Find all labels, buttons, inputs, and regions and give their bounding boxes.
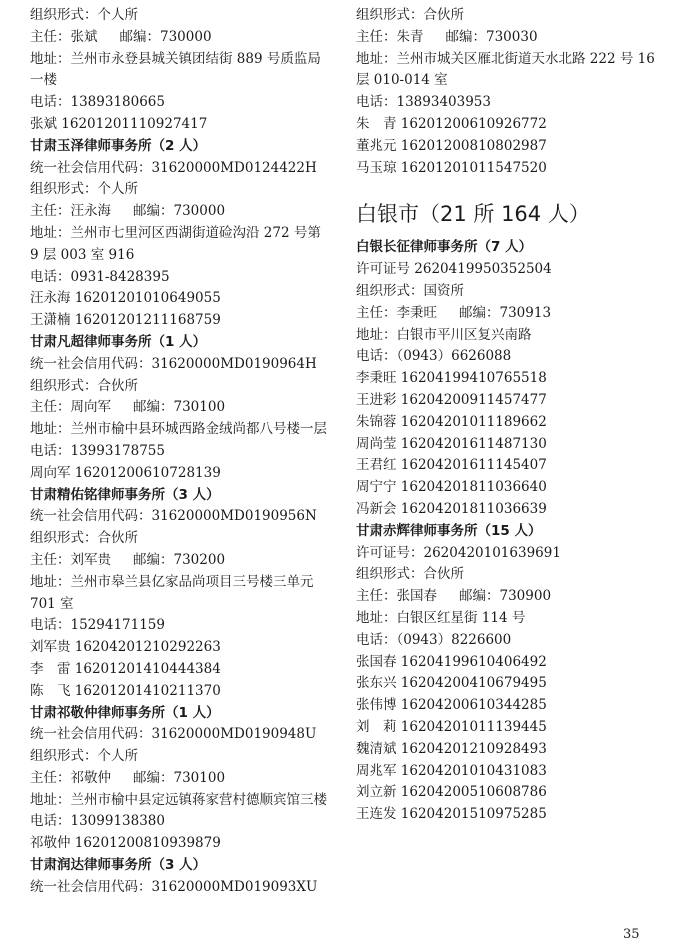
entry-line: 周兆军 16204201010431083 bbox=[356, 762, 547, 779]
entry-line: 电话：13993178755 bbox=[30, 442, 165, 459]
entry-line: 朱锦蓉 16204201011189662 bbox=[356, 413, 547, 430]
postcode: 邮编：730000 bbox=[133, 203, 226, 220]
entry-line: 电话：（0943）6626088 bbox=[356, 348, 512, 365]
entry-line: 电话：15294171159 bbox=[30, 617, 165, 634]
entry-line: 统一社会信用代码：31620000MD019093XU bbox=[30, 878, 318, 895]
director-postcode-line bbox=[356, 27, 656, 49]
entry-line: 周尚莹 16204201611487130 bbox=[356, 435, 547, 452]
entry-line: 组织形式：个人所 bbox=[30, 7, 138, 23]
director-postcode-line bbox=[356, 586, 656, 608]
postcode: 邮编：730900 bbox=[459, 588, 552, 605]
right-column bbox=[356, 5, 656, 826]
entry-line: 王君红 16204201611145407 bbox=[356, 457, 547, 474]
entry-line: 电话：13099138380 bbox=[30, 813, 165, 830]
entry-line: 李秉旺 16204199410765518 bbox=[356, 370, 547, 387]
city-heading: 白银市（21 所 164 人） bbox=[356, 202, 590, 227]
entry-line: 刘军贵 16204201210292263 bbox=[30, 639, 221, 656]
postcode: 邮编：730100 bbox=[133, 399, 226, 416]
director-postcode-line bbox=[356, 303, 656, 325]
entry-line: 李 雷 16201201410444384 bbox=[30, 660, 221, 677]
entry-line: 王潇楠 16201201211168759 bbox=[30, 312, 221, 329]
entry-line: 电话：（0943）8226600 bbox=[356, 631, 512, 648]
entry-line: 周宁宁 16204201811036640 bbox=[356, 479, 547, 496]
director-postcode-line bbox=[30, 201, 330, 223]
entry-line: 组织形式：个人所 bbox=[30, 748, 138, 765]
entry-line: 许可证号 2620419950352504 bbox=[356, 261, 552, 278]
entry-line: 王连发 16204201510975285 bbox=[356, 806, 547, 823]
director-name: 主任：周向军 bbox=[30, 399, 111, 416]
entry-line: 张东兴 16204200410679495 bbox=[356, 675, 547, 692]
director-name: 主任：刘军贵 bbox=[30, 551, 111, 568]
director-postcode-line bbox=[30, 27, 330, 49]
law-firm-heading: 甘肃凡超律师事务所（1 人） bbox=[30, 333, 207, 350]
entry-line: 陈 飞 16201201410211370 bbox=[30, 682, 221, 699]
entry-line: 电话：13893180665 bbox=[30, 94, 165, 111]
law-firm-heading: 甘肃玉泽律师事务所（2 人） bbox=[30, 137, 207, 154]
entry-line: 地址：兰州市七里河区西湖街道硷沟沿 272 号第 9 层 003 室 916 bbox=[30, 224, 321, 263]
entry-line: 地址：白银市平川区复兴南路 bbox=[356, 326, 532, 343]
entry-line: 组织形式：合伙所 bbox=[30, 377, 138, 394]
entry-line: 组织形式：个人所 bbox=[30, 181, 138, 198]
postcode: 邮编：730030 bbox=[445, 28, 538, 45]
law-firm-heading: 甘肃赤辉律师事务所（15 人） bbox=[356, 522, 542, 539]
entry-line: 魏清斌 16204201210928493 bbox=[356, 740, 547, 757]
entry-line: 地址：白银区红星街 114 号 bbox=[356, 609, 526, 626]
director-name: 主任：朱青 bbox=[356, 28, 424, 45]
entry-line: 周向军 16201200610728139 bbox=[30, 464, 221, 481]
entry-line: 马玉琼 16201201011547520 bbox=[356, 159, 547, 176]
law-firm-heading: 白银长征律师事务所（7 人） bbox=[356, 239, 533, 256]
law-firm-heading: 甘肃润达律师事务所（3 人） bbox=[30, 857, 207, 874]
entry-line: 电话：0931-8428395 bbox=[30, 268, 170, 285]
director-name: 主任：祁敬仲 bbox=[30, 769, 111, 786]
left-column bbox=[30, 5, 330, 899]
entry-line: 地址：兰州市皋兰县亿家品尚项目三号楼三单元 701 室 bbox=[30, 573, 314, 612]
entry-line: 许可证号：2620420101639691 bbox=[356, 544, 561, 561]
director-name: 主任：汪永海 bbox=[30, 203, 111, 220]
entry-line: 统一社会信用代码：31620000MD0190948U bbox=[30, 726, 317, 743]
entry-line: 汪永海 16201201010649055 bbox=[30, 290, 221, 307]
director-name: 主任：张斌 bbox=[30, 28, 98, 45]
entry-line: 冯新会 16204201811036639 bbox=[356, 500, 547, 517]
director-postcode-line bbox=[30, 768, 330, 790]
entry-line: 组织形式：国资所 bbox=[356, 282, 464, 299]
law-firm-heading: 甘肃精佑铭律师事务所（3 人） bbox=[30, 486, 220, 503]
entry-line: 朱 青 16201200610926772 bbox=[356, 115, 547, 132]
postcode: 邮编：730100 bbox=[133, 769, 226, 786]
entry-line: 刘立新 16204200510608786 bbox=[356, 784, 547, 801]
entry-line: 地址：兰州市城关区雁北街道天水北路 222 号 16 层 010-014 室 bbox=[356, 50, 655, 89]
entry-line: 地址：兰州市永登县城关镇团结街 889 号质监局一楼 bbox=[30, 50, 321, 89]
postcode: 邮编：730000 bbox=[119, 28, 212, 45]
entry-line: 地址：兰州市榆中县定远镇蒋家营村德顺宾馆三楼 bbox=[30, 791, 327, 808]
postcode: 邮编：730913 bbox=[459, 304, 552, 321]
director-postcode-line bbox=[30, 550, 330, 572]
entry-line: 统一社会信用代码：31620000MD0124422H bbox=[30, 159, 317, 176]
entry-line: 王进彩 16204200911457477 bbox=[356, 391, 547, 408]
entry-line: 地址：兰州市榆中县环城西路金绒尚都八号楼一层 bbox=[30, 421, 327, 438]
entry-line: 张斌 16201201110927417 bbox=[30, 115, 208, 132]
director-name: 主任：李秉旺 bbox=[356, 304, 437, 321]
page-number: 35 bbox=[623, 927, 640, 942]
entry-line: 张伟博 16204200610344285 bbox=[356, 697, 547, 714]
entry-line: 刘 莉 16204201011139445 bbox=[356, 718, 547, 735]
entry-line: 组织形式：合伙所 bbox=[356, 7, 464, 23]
entry-line: 组织形式：合伙所 bbox=[356, 566, 464, 583]
entry-line: 统一社会信用代码：31620000MD0190956N bbox=[30, 508, 317, 525]
postcode: 邮编：730200 bbox=[133, 551, 226, 568]
director-name: 主任：张国春 bbox=[356, 588, 437, 605]
entry-line: 组织形式：合伙所 bbox=[30, 530, 138, 547]
law-firm-heading: 甘肃祁敬仲律师事务所（1 人） bbox=[30, 704, 220, 721]
entry-line: 董兆元 16201200810802987 bbox=[356, 137, 547, 154]
entry-line: 电话：13893403953 bbox=[356, 94, 491, 111]
director-postcode-line bbox=[30, 397, 330, 419]
entry-line: 祁敬仲 16201200810939879 bbox=[30, 835, 221, 852]
entry-line: 统一社会信用代码：31620000MD0190964H bbox=[30, 355, 317, 372]
entry-line: 张国春 16204199610406492 bbox=[356, 653, 547, 670]
